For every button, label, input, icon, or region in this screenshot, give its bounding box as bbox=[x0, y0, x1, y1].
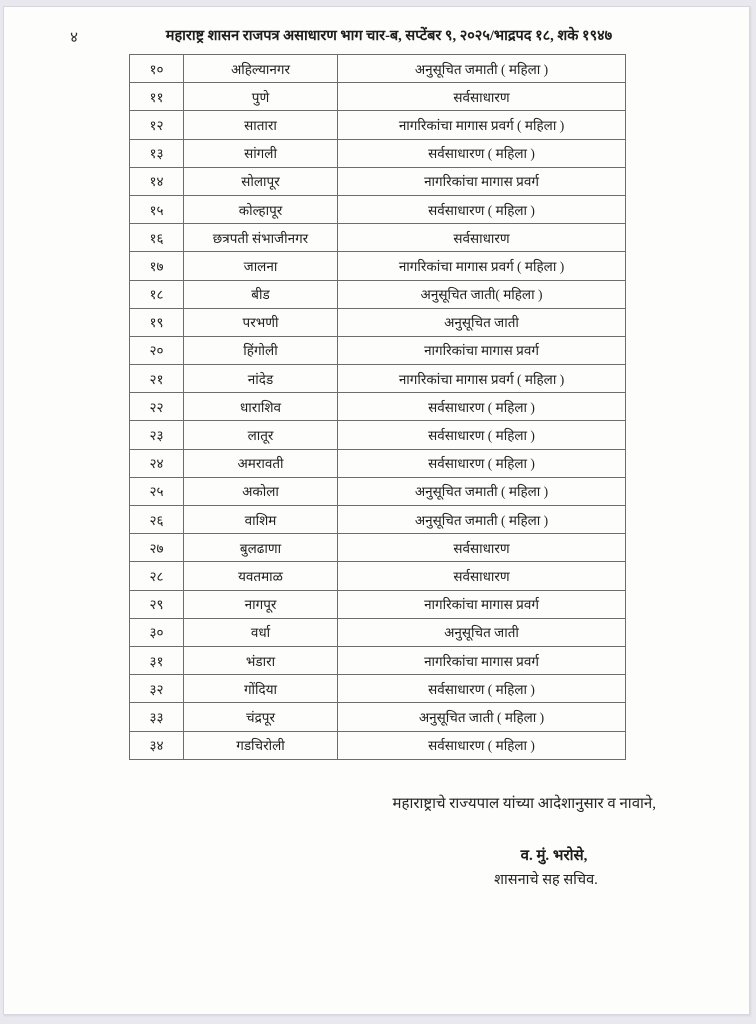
category-cell: अनुसूचित जाती ( महिला ) bbox=[338, 703, 626, 731]
table-row bbox=[130, 308, 626, 336]
table-row bbox=[130, 534, 626, 562]
district-cell: बीड bbox=[184, 280, 338, 308]
table-row bbox=[130, 731, 626, 759]
serial-cell: ३१ bbox=[130, 646, 184, 674]
category-cell: अनुसूचित जाती bbox=[338, 308, 626, 336]
district-cell: गोंदिया bbox=[184, 675, 338, 703]
serial-cell: २० bbox=[130, 336, 184, 364]
serial-cell: २५ bbox=[130, 477, 184, 505]
table-row bbox=[130, 703, 626, 731]
table-row bbox=[130, 506, 626, 534]
category-cell: सर्वसाधारण bbox=[338, 83, 626, 111]
category-cell: सर्वसाधारण ( महिला ) bbox=[338, 393, 626, 421]
serial-cell: २६ bbox=[130, 506, 184, 534]
district-cell: अमरावती bbox=[184, 449, 338, 477]
serial-cell: ३० bbox=[130, 618, 184, 646]
table-row bbox=[130, 675, 626, 703]
table-row bbox=[130, 83, 626, 111]
district-cell: वाशिम bbox=[184, 506, 338, 534]
category-cell: सर्वसाधारण bbox=[338, 534, 626, 562]
table-row bbox=[130, 646, 626, 674]
district-cell: कोल्हापूर bbox=[184, 195, 338, 223]
serial-cell: १९ bbox=[130, 308, 184, 336]
district-cell: नांदेड bbox=[184, 365, 338, 393]
district-cell: जालना bbox=[184, 252, 338, 280]
serial-cell: १४ bbox=[130, 167, 184, 195]
district-cell: वर्धा bbox=[184, 618, 338, 646]
serial-cell: २९ bbox=[130, 590, 184, 618]
signatory-title: शासनाचे सह सचिव. bbox=[494, 872, 598, 888]
category-cell: सर्वसाधारण ( महिला ) bbox=[338, 675, 626, 703]
district-cell: हिंगोली bbox=[184, 336, 338, 364]
district-cell: नागपूर bbox=[184, 590, 338, 618]
district-cell: धाराशिव bbox=[184, 393, 338, 421]
serial-cell: २४ bbox=[130, 449, 184, 477]
district-cell: पुणे bbox=[184, 83, 338, 111]
category-cell: सर्वसाधारण ( महिला ) bbox=[338, 421, 626, 449]
table-row bbox=[130, 55, 626, 83]
district-cell: सातारा bbox=[184, 111, 338, 139]
table-row bbox=[130, 111, 626, 139]
table-row bbox=[130, 477, 626, 505]
category-cell: अनुसूचित जमाती ( महिला ) bbox=[338, 55, 626, 83]
governor-order-line: महाराष्ट्राचे राज्यपाल यांच्या आदेशानुसार व नावाने, bbox=[392, 796, 656, 812]
category-cell: अनुसूचित जमाती ( महिला ) bbox=[338, 506, 626, 534]
serial-cell: १७ bbox=[130, 252, 184, 280]
gazette-page bbox=[3, 6, 750, 1015]
category-cell: अनुसूचित जाती( महिला ) bbox=[338, 280, 626, 308]
category-cell: सर्वसाधारण ( महिला ) bbox=[338, 195, 626, 223]
district-cell: बुलढाणा bbox=[184, 534, 338, 562]
table-row bbox=[130, 449, 626, 477]
category-cell: सर्वसाधारण bbox=[338, 562, 626, 590]
serial-cell: १६ bbox=[130, 224, 184, 252]
category-cell: सर्वसाधारण bbox=[338, 224, 626, 252]
category-cell: अनुसूचित जाती bbox=[338, 618, 626, 646]
district-cell: लातूर bbox=[184, 421, 338, 449]
serial-cell: २८ bbox=[130, 562, 184, 590]
serial-cell: १० bbox=[130, 55, 184, 83]
gazette-header-title: महाराष्ट्र शासन राजपत्र असाधारण भाग चार-ब, सप्टेंबर ९, २०२५/भाद्रपद १८, शके १९४७ bbox=[165, 28, 613, 44]
district-cell: अकोला bbox=[184, 477, 338, 505]
table-row bbox=[130, 252, 626, 280]
district-cell: यवतमाळ bbox=[184, 562, 338, 590]
category-cell: नागरिकांचा मागास प्रवर्ग bbox=[338, 336, 626, 364]
district-cell: छत्रपती संभाजीनगर bbox=[184, 224, 338, 252]
serial-cell: ३२ bbox=[130, 675, 184, 703]
serial-cell: २३ bbox=[130, 421, 184, 449]
table-row bbox=[130, 562, 626, 590]
category-cell: नागरिकांचा मागास प्रवर्ग ( महिला ) bbox=[338, 365, 626, 393]
category-cell: सर्वसाधारण ( महिला ) bbox=[338, 731, 626, 759]
table-row bbox=[130, 618, 626, 646]
serial-cell: २१ bbox=[130, 365, 184, 393]
district-cell: परभणी bbox=[184, 308, 338, 336]
serial-cell: १८ bbox=[130, 280, 184, 308]
page-number: ४ bbox=[70, 30, 78, 46]
table-row bbox=[130, 224, 626, 252]
serial-cell: २७ bbox=[130, 534, 184, 562]
category-cell: सर्वसाधारण ( महिला ) bbox=[338, 139, 626, 167]
district-cell: गडचिरोली bbox=[184, 731, 338, 759]
serial-cell: २२ bbox=[130, 393, 184, 421]
table-row bbox=[130, 421, 626, 449]
serial-cell: १२ bbox=[130, 111, 184, 139]
category-cell: नागरिकांचा मागास प्रवर्ग ( महिला ) bbox=[338, 252, 626, 280]
category-cell: अनुसूचित जमाती ( महिला ) bbox=[338, 477, 626, 505]
table-row bbox=[130, 167, 626, 195]
category-cell: नागरिकांचा मागास प्रवर्ग bbox=[338, 590, 626, 618]
category-cell: नागरिकांचा मागास प्रवर्ग ( महिला ) bbox=[338, 111, 626, 139]
table-row bbox=[130, 336, 626, 364]
table-row bbox=[130, 365, 626, 393]
district-cell: सोलापूर bbox=[184, 167, 338, 195]
serial-cell: ३४ bbox=[130, 731, 184, 759]
district-cell: चंद्रपूर bbox=[184, 703, 338, 731]
category-cell: नागरिकांचा मागास प्रवर्ग bbox=[338, 167, 626, 195]
district-cell: सांगली bbox=[184, 139, 338, 167]
district-cell: भंडारा bbox=[184, 646, 338, 674]
district-reservation-table bbox=[129, 54, 626, 760]
category-cell: नागरिकांचा मागास प्रवर्ग bbox=[338, 646, 626, 674]
serial-cell: १३ bbox=[130, 139, 184, 167]
category-cell: सर्वसाधारण ( महिला ) bbox=[338, 449, 626, 477]
table-row bbox=[130, 139, 626, 167]
table-row bbox=[130, 280, 626, 308]
table-row bbox=[130, 393, 626, 421]
table-row bbox=[130, 195, 626, 223]
signatory-name: व. मुं. भरोसे, bbox=[520, 848, 588, 864]
district-table-body bbox=[130, 55, 626, 760]
serial-cell: १५ bbox=[130, 195, 184, 223]
serial-cell: ११ bbox=[130, 83, 184, 111]
serial-cell: ३३ bbox=[130, 703, 184, 731]
district-cell: अहिल्यानगर bbox=[184, 55, 338, 83]
table-row bbox=[130, 590, 626, 618]
